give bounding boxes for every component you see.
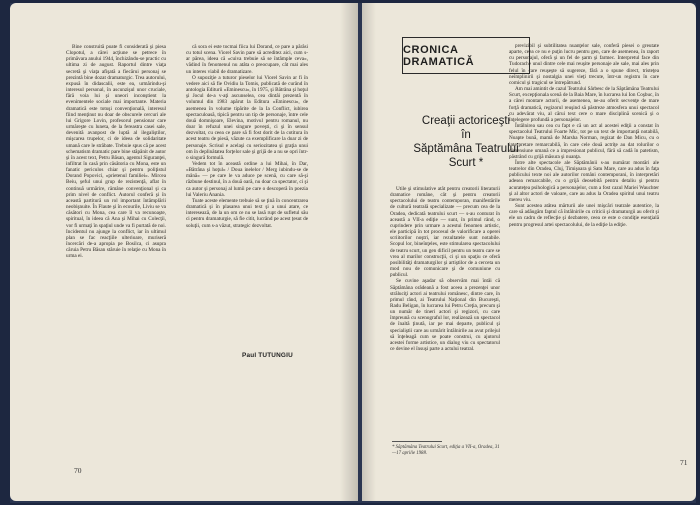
left-page xyxy=(10,3,358,501)
paragraph: previzibil şi subtilitatea nuanţelor sale, conferă piesei o greutate aparte, ceea ce nu e puţin lucru pentru gen, care de asemenea, în raport cu personajul, oferă şi un fel de şarm şi farmec. Interpretul face din Tudorache unul dintre cele mai reuşite personaje ale sale, mai ales prin felul în care reuşeşte să sugereze, fără a o spune direct, tristeţea neîmplinirii şi nostalgia unei vieţi trecute, într-un registru în care comicul şi tragicul se întrepătrund. xyxy=(509,43,659,86)
article-title-line: Săptămâna Teatrului xyxy=(413,143,519,155)
paragraph: Sunt acestea atâtea mărturii ale unei mişcări teatrale autentice, la care să adăugăm faptul că întâlnirile cu criticii şi dramaturgii au oferit şi ele un cadru de reflecţie şi dezbatere, ceea ce este o condiţie esenţială pentru progresul artei spectacolului, de la ediţie la ediţie. xyxy=(509,203,659,228)
gutter-shadow-left xyxy=(340,3,358,501)
paragraph: Întâlnirea sau cea cu fapt e că un act al acestei ediţii a constat în spectacolul Teatrului Foarte Mic, tot pe un text de importanţă notabilă, Noapte bună, mamă de Marsha Norman, regizat de Dan Micu, cu o interpretare remarcabilă, în care cele două actriţe au dat rolurilor o dimensiune umană ce a impresionat publicul, fără să cadă în patetism, păstrând cu grijă măsura şi nuanţa. xyxy=(509,123,659,160)
section-title: CRONICA DRAMATICĂ xyxy=(403,43,475,68)
paragraph: Se cuvine aşadar să observăm mai întâi că Săptămâna orădeană a fost aceea a prezenţei unor străluciţi actori ai teatrului românesc, dintre care, în primul rând, ai Teatrului Naţional din Bucureşti, Radu Beligan, în lucrarea lui Petru Creţia, precum şi un număr de tineri actori şi regizori, cu care împreună cu scenograful lor, realizează un spectacol de înaltă ţinută, iar pe mai departe, publicul şi specialiştii care au urmărit întâlnirile au avut prilejul să înţeleagă cum se poate construi, cu ajutorul acestei forme artistice, un dialog viu cu spectatorul ce devine el însuşi parte a actului teatral. xyxy=(390,278,500,353)
author-signature: Paul TUTUNGIU xyxy=(242,352,293,359)
paragraph: Toate aceste elemente trebuie să se ţină în concentrarea dramatică şi în plasarea unui text şi a unui atare, ce interesează, de la un om ce nu se lasă rupt de sufletul său ci pentru dramaturgie, să fie citit, lucrând pe acest ţesut de soluţii, cum s-a văzut, strategic dezvoltat. xyxy=(186,197,308,229)
article-title-line: Creaţii actoriceşti xyxy=(421,115,511,127)
left-page-column-1 xyxy=(66,44,166,424)
paragraph: Bine construită poate fi considerată şi piesa Clopotul, a cărei acţiune se petrece în primăvara anului 1944, închizându-se practic cu ultima zi de august. Raportul dintre viaţa secretă şi viaţa afişată a fiecărui personaj se prezintă bine dozat dramaturgic. Trea autorului, expusă în didascalii, este ea, urmărindu-şi interesul personal, în ascunzişul unor cruciale, fără voia lui şi uneori inconştient la evenimentele sociale mai importante. Materia dramatică este totuşi convenţională, interesul fiind menţinut nu doar de obscurele cercuri ale lui Grigore Lovin, profesorul pensionar care urmăreşte cu luneta, de la fereastra casei sale, devenită avanpost de luptă al ilegaliştilor, mişcarea trupelor, ci de ideea de solidaritate umană care le străbate. Trebuie spus că pe acest schematism dramatic pare bine stăpânit de autor şi în acest text, Petru Băsan, agentul Siguranţei, infiltrat în casă prin căsătoria cu Mona, este un fanatic periculos chiar şi pentru poliţistul Dorand Popovici, «prietenul familiei». Mircea Beiu, şeful unui grup de rezistenţă, aflat în continuă urmărire, rămâne convenţional şi ca prim nivel de conflict. Autorul conferă şi în această partitură un rol important întâmplării neobişnuite. În Flaute şi în ecourile, Liviu se va căsători cu Mona, cea care îl va recunoaşte, spiritual, în ideea că Ana şi Mihai cu Colecţii, vor fi urmaţi în spaţiul unde va fi purtată de noi. Incidentul nu ajunge la conflict, iar în ultimul plan se fac reacţiile ulterioare, muriseră încercări de-a apropia pe Bosilca, ci asupra căruia Petru Băsan stăruie în relaţie cu Mona în urma ei. xyxy=(66,44,166,260)
right-page-column-2 xyxy=(509,43,659,463)
paragraph: O supoziţie a tuturor pieselor lui Viorel Savin ar fi în vedere aici să fie Ovidiu la Tomis, publicată de curând în antologia Editurii «Eminescu», în 1975, şi Bătrâna şi hoţul şi Jocul de-a v-aţi ascunselea, cea dintâi prezentă în volumul din 1983 apărut la Editura «Eminescu», de asemenea în volume tipărite de la Ia Conflict, iubirea spectaculoasă, tipică pentru un tip de personaje, între cele două domnişoare, Elevina, motivul pentru romanul, nu doar în refuzul unei singure poveşti, ci şi în sensul dezvoltat, cu ceea ce pare să fi fost dorit de la cotitura în acest teatru de piesă, văzute ca exemplificare la doar zi de personaje. Scrisul e acelaşi cu seriozitatea şi graţia unui om în deplinătatea forţelor sale şi grijă de a nu se opri într-o singură formulă. xyxy=(186,74,308,161)
paragraph: Am mai amintit de cazul Teatrului Sârbesc de la Săptămâna Teatrului Scurt, excepţionala scenă de la Baia Mare, în lucrarea lui Ion Coşbuc, în a cărei montare actorii, de asemenea, ne-au oferit secvenţe de mare forţă dramatică, regizorul reuşind să păstreze atmosfera unui spectacol cu adevărat viu, al cărui text cere o mare disciplină scenică şi o înţelegere profundă a personajelor. xyxy=(509,86,659,123)
article-title-line: în xyxy=(461,129,471,141)
gutter-shadow-right xyxy=(362,3,376,501)
right-page xyxy=(362,3,696,501)
paragraph: Vedem tot în această ordine a lui Mihai, în Dar, «Bătrâna şi hoţul» / Doua inelelor / Merg iubindu-se de mână» — pe care le va aduce pe scenă, cu care să-şi răzbune destinul, în a două oară, nu doar ca spectator, ci şi ca autor şi personaj al lumii pe care o descoperă în poezia lui Valeriu Anania. xyxy=(186,160,308,198)
page-number-right: 71 xyxy=(680,458,688,467)
paragraph: Între alte spectacole ale Săptămânii s-au numărat montări ale teatrelor din Oradea, Cluj, Timişoara şi Satu Mare, care au adus în faţa publicului texte noi ale autorilor români contemporani, în interpretări adesea remarcabile, cu o grijă deosebită pentru detaliu şi pentru acurateţea psihologică a personajelor, cum a fost cazul Mariei Wauchter şi al altor actori de valoare, care au adus la Oradea spiritul unui teatru mereu viu. xyxy=(509,159,659,203)
book-spread xyxy=(10,3,696,503)
footnote: * Săptămâna Teatrului Scurt, ediţia a VII-a, Oradea, 31—17 aprilie 1988. xyxy=(392,445,500,456)
footnote-rule xyxy=(392,441,442,442)
page-number-left: 70 xyxy=(74,466,82,475)
article-title-line: Scurt * xyxy=(448,157,484,169)
left-page-column-2 xyxy=(186,44,308,342)
paragraph: că sora ei este tocmai fiica lui Dorand, ce pare a părăsi cu totul scena. Viorel Savin pare să acreditez aici, cum s-ar părea, ideea că «cuiva trebuie să se întâmple ceva», vădind în fenomenul nu atâta o preocupare, cât mai ales un interes viabil de dramatizare. xyxy=(186,44,308,75)
paragraph: Utile şi stimulative atât pentru creatorii literaturii dramatice române, cât şi pentru creatorii spectacolului de teatru contemporan, manifestările de cultură teatrală specializate — precum cea de la Oradea, dedicată teatrului scurt — s-au conturat în această a VII-a ediţie — sunt, în primul rând, o cuprindere prin urmare a acestui fenomen artistic, ele participă în tot procesul de valorificare a operei scriitorilor noştri, iar rezultatele sunt notabile. Scopul lor, bineînţeles, este stimularea spectacolului de teatru scurt, un gen dificil pentru un teatru care se vrea al marilor construcţii, ci şi un spaţiu ce oferă posibilităţi dramaturgilor şi artiştilor de a cerceta un mod nou de comunicare şi de comuniune cu publicul. xyxy=(390,186,500,279)
right-page-column-1 xyxy=(390,186,500,431)
